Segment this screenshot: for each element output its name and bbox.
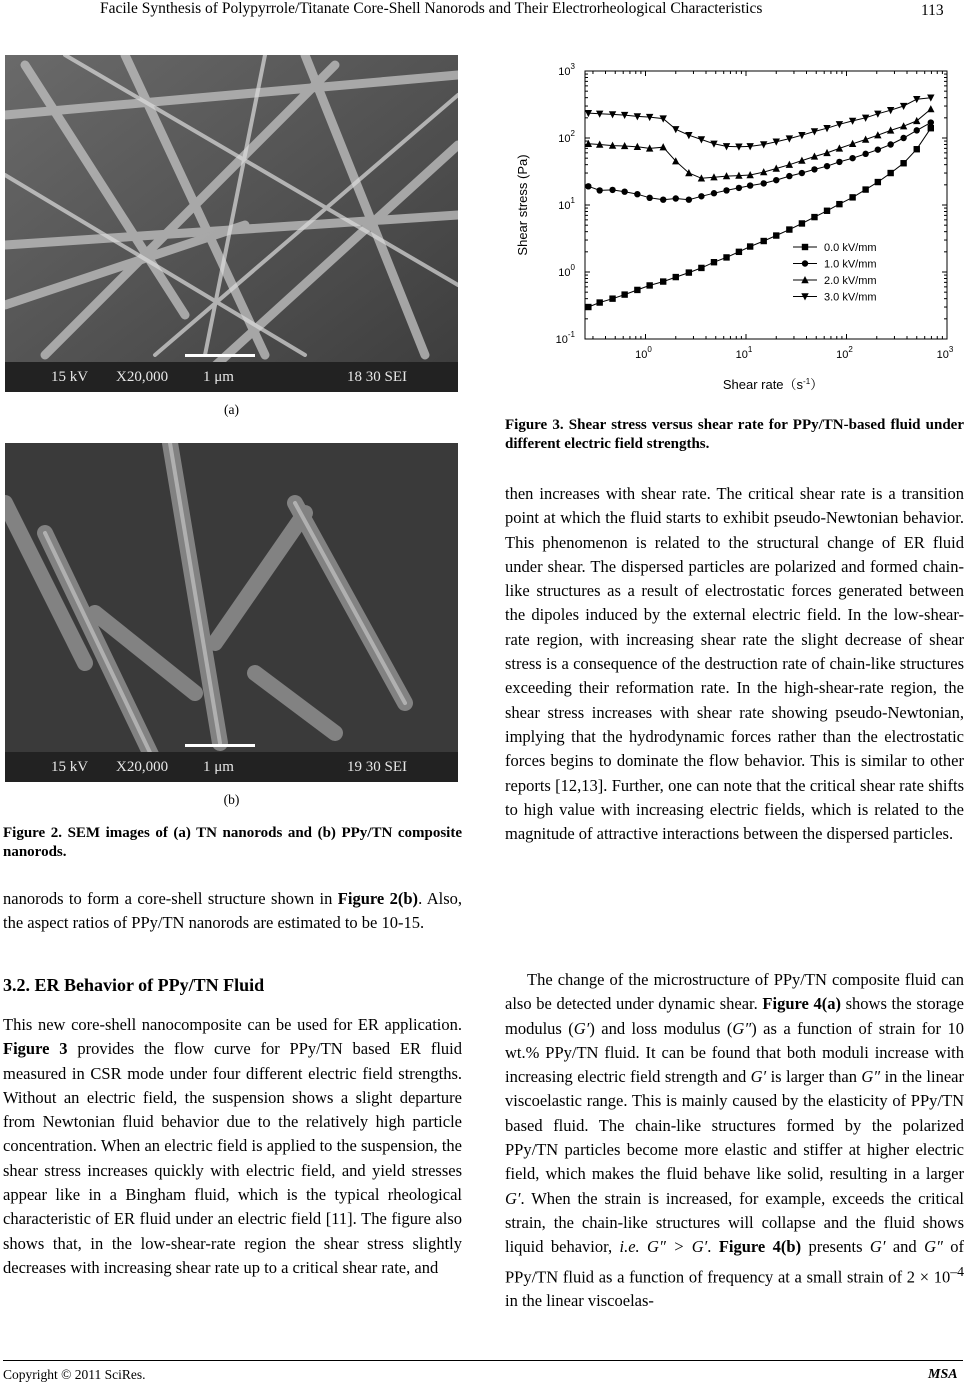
data-point-s1	[773, 177, 779, 183]
data-point-s3	[660, 115, 667, 122]
figure3-caption: Figure 3. Shear stress versus shear rate for PPy/TN-based fluid under different electric field strengths.	[505, 417, 964, 452]
data-point-s1	[585, 183, 591, 189]
sem-b-voltage: 15 kV	[51, 759, 89, 775]
y-tick-label: $10^{-1}$	[555, 330, 575, 346]
right-paragraph-1: then increases with shear rate. The critical shear rate is a transition point at which the fluid starts to exhibit pseudo-Newtonian behavior. This phenomenon is related to the structural change of ER fluid under shear. The dispersed particles are polarized and formed chain-like structures as a result of electrostatic forces generated between the dipoles induced by the external electric field. In the low-shear-rate region, with increasing shear rate the slight decrease of shear stress is a consequence of the destruction rate of chain-like structures exceeding their reformation rate. In the high-shear-rate region, the shear stress increases with shear rate showing pseudo-Newtonian, implying that the hydrodynamic forces rather than the electrostatic forces begins to dominate the flow behavior. This is similar to other reports [12,13]. Further, one can note that the critical shear rate shifts to high value with increasing electric fields, which is related to the magnitude of attractive interactions between the dispersed particles.	[505, 484, 964, 844]
legend	[793, 242, 877, 304]
figure3-reference: Figure 3	[3, 1039, 68, 1059]
sem-a-scale-bar	[185, 354, 255, 357]
data-point-s0	[811, 214, 817, 220]
sem-a-voltage: 15 kV	[51, 369, 89, 385]
legend-label: 2.0 kV/mm	[824, 275, 877, 287]
data-point-s0	[799, 220, 805, 226]
data-point-s0	[887, 170, 893, 176]
y-axis-label: Shear stress (Pa)	[515, 154, 530, 256]
data-point-s0	[686, 269, 692, 275]
x-tick-label: $10^2$	[836, 345, 853, 361]
x-tick-label: $10^3$	[936, 345, 954, 361]
sem-image-b	[5, 443, 458, 782]
sem-texture-b	[5, 443, 458, 782]
sem-a-magnification: X20,000	[116, 369, 169, 385]
data-point-s0	[928, 125, 934, 131]
footer-rule	[3, 1360, 963, 1361]
data-point-s1	[686, 196, 692, 202]
section-title: 3.2. ER Behavior of PPy/TN Fluid	[3, 975, 265, 995]
sem-image-a	[5, 55, 458, 392]
data-point-s2	[927, 105, 934, 112]
data-point-s0	[723, 254, 729, 260]
right-paragraph-2: The change of the microstructure of PPy/TN composite fluid can also be detected under dynamic shear. Figure 4(a) shows the storage modulus (G′) and loss modulus (G″) as a function of strain for 10 wt.% PPy/TN fluid. It can be found that both moduli increase with increasing electric field strength and G′ is larger than G″ in the linear viscoelastic range. This is mainly caused by the elasticity of PPy/TN based fluid. The chain-like structures formed by the polarized PPy/TN particles become more elastic and stiffer at higher electric field, which makes the fluid behave like solid, resulting in a larger G′. When the strain is increased, for example, exceeds the critical strain, the chain-like structures will collapse and the fluid shows liquid behavior, i.e. G″ > G′. Figure 4(b) presents G′ and G″ of PPy/TN fluid as a function of frequency at a small strain of $2 \times 10^{-4}$ in the linear viscoelas-	[505, 970, 965, 1311]
figure3-chart	[505, 55, 965, 400]
data-point-s2	[874, 131, 881, 138]
figure4a-reference: Figure 4(a)	[762, 994, 841, 1014]
data-point-s1	[811, 166, 817, 172]
data-point-s1	[609, 187, 615, 193]
data-point-s1	[646, 195, 652, 201]
data-point-s2	[900, 122, 907, 129]
tick-group	[556, 62, 954, 361]
data-point-s0	[698, 265, 704, 271]
data-point-s1	[887, 141, 893, 147]
data-point-s1	[849, 155, 855, 161]
data-point-s1	[786, 173, 792, 179]
data-point-s3	[913, 96, 920, 103]
data-point-s1	[824, 163, 830, 169]
x-axis-label: Shear $rate(s^{-1})$	[722, 377, 824, 392]
data-point-s2	[913, 117, 920, 124]
data-point-s0	[634, 287, 640, 293]
y-tick-label: $10^3$	[558, 62, 575, 78]
data-point-s1	[711, 190, 717, 196]
left-paragraph-2: This new core-shell nanocomposite can be used for ER application. Figure 3 provides the flow curve for PPy/TN based ER fluid measured in CSR mode under four different electric field strengths. Without an electric field, the suspension shows a slight departure from Newtonian fluid behavior due to the relatively high particle concentration. When an electric field is applied to the suspension, the shear stress increases quickly with electric field, and yield stresses appear like in a Bingham fluid, which is the typical rheological characteristic of ER fluid under an electric field [11]. The figure also shows that, in the low-shear-rate region the shear stress slightly decreases with increasing shear rate up to a critical shear rate, and	[3, 1015, 462, 1277]
sem-b-info: 19 30 SEI	[347, 759, 407, 775]
data-point-s0	[786, 226, 792, 232]
series-line-2	[588, 109, 930, 178]
y-tick-label: $10^2$	[558, 129, 575, 145]
running-title: Facile Synthesis of Polypyrrole/Titanate Core-Shell Nanorods and Their Electrorheological Characteristics	[100, 0, 763, 17]
sem-b-magnification: X20,000	[116, 759, 169, 775]
data-point-s0	[621, 291, 627, 297]
data-point-s0	[646, 282, 652, 288]
data-point-s0	[862, 186, 868, 192]
x-tick-label: $10^0$	[635, 345, 652, 361]
series-line-3	[588, 98, 930, 147]
figure2-panel-b-label: (b)	[223, 792, 240, 807]
legend-label: 3.0 kV/mm	[824, 291, 877, 304]
data-point-s1	[836, 159, 842, 165]
data-point-s0	[773, 232, 779, 238]
data-point-s0	[609, 295, 615, 301]
data-point-s1	[914, 127, 920, 133]
y-tick-label: $10^1$	[558, 196, 575, 212]
left-paragraph-1: nanorods to form a core-shell structure shown in Figure 2(b). Also, the aspect ratios of PPy/TN nanorods are estimated to be 10-15.	[3, 889, 462, 933]
page-number: 113	[921, 2, 944, 19]
data-point-s0	[900, 160, 906, 166]
data-point-s0	[711, 259, 717, 265]
data-point-s0	[761, 238, 767, 244]
data-point-s1	[747, 182, 753, 188]
series-group	[585, 94, 935, 310]
data-point-s0	[736, 249, 742, 255]
data-point-s0	[673, 274, 679, 280]
figure4b-reference: Figure 4(b)	[718, 1237, 802, 1257]
data-point-s0	[849, 194, 855, 200]
legend-label: 1.0 kV/mm	[824, 258, 877, 271]
data-point-s1	[698, 193, 704, 199]
sem-a-info: 18 30 SEI	[347, 369, 407, 385]
data-point-s3	[672, 126, 679, 133]
figure2b-reference: Figure 2(b)	[337, 889, 419, 908]
x-tick-label: $10^1$	[735, 345, 753, 361]
data-point-s1	[900, 135, 906, 141]
journal-abbrev: MSA	[928, 1367, 958, 1382]
data-point-s1	[799, 170, 805, 176]
data-point-s1	[928, 119, 934, 125]
copyright: Copyright © 2011 SciRes.	[3, 1367, 146, 1382]
series-line-0	[588, 128, 930, 307]
plot-frame	[585, 71, 947, 339]
y-tick-label: $10^0$	[558, 263, 575, 279]
figure2-panel-a-label: (a)	[224, 402, 239, 417]
data-point-s1	[596, 187, 602, 193]
data-point-s0	[824, 208, 830, 214]
figure2-caption: Figure 2. SEM images of (a) TN nanorods and (b) PPy/TN composite nanorods.	[3, 825, 462, 860]
data-point-s1	[660, 196, 666, 202]
sem-a-scale-label: 1 μm	[203, 369, 234, 385]
legend-marker	[802, 244, 808, 250]
data-point-s1	[862, 151, 868, 157]
data-point-s0	[660, 278, 666, 284]
data-point-s0	[585, 304, 591, 310]
sem-b-scale-bar	[185, 744, 255, 747]
legend-label: 0.0 kV/mm	[824, 242, 877, 254]
data-point-s0	[875, 179, 881, 185]
data-point-s1	[673, 195, 679, 201]
data-point-s0	[596, 299, 602, 305]
data-point-s2	[660, 143, 667, 150]
legend-marker	[802, 260, 808, 266]
data-point-s1	[875, 146, 881, 152]
sem-b-scale-label: 1 μm	[203, 759, 234, 775]
data-point-s0	[914, 146, 920, 152]
data-point-s1	[621, 188, 627, 194]
data-point-s1	[761, 180, 767, 186]
sem-texture-a	[5, 55, 458, 392]
data-point-s1	[723, 187, 729, 193]
data-point-s0	[836, 201, 842, 207]
data-point-s1	[634, 191, 640, 197]
data-point-s1	[736, 185, 742, 191]
data-point-s0	[747, 243, 753, 249]
